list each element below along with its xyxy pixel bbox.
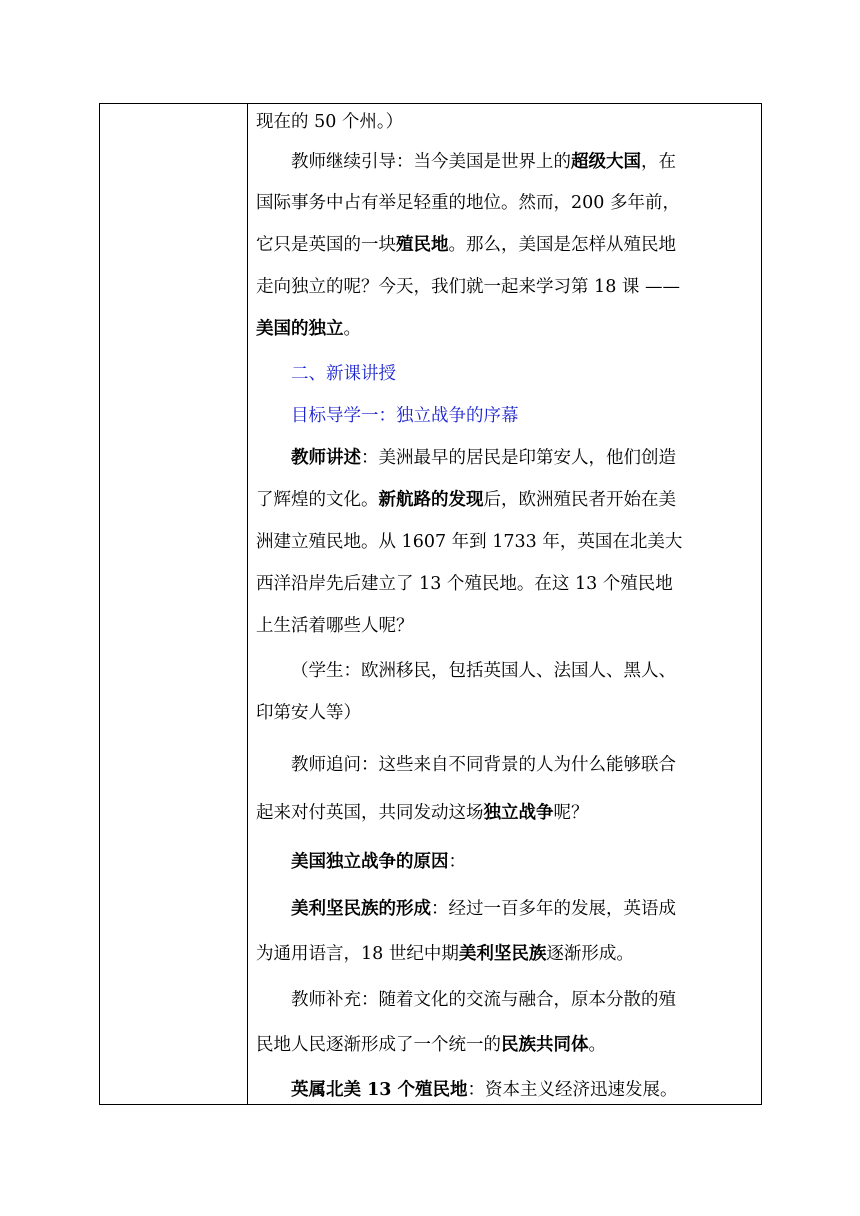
text-segment: 呢？ xyxy=(553,803,589,823)
text-line-19 xyxy=(248,897,761,921)
section-heading-new-lesson xyxy=(248,362,761,386)
lesson-content-cell xyxy=(248,104,761,1104)
text-line-13 xyxy=(248,614,761,638)
text-segment: ：资本主义经济迅速发展。 xyxy=(467,1080,678,1100)
bold-term: 美利坚民族 xyxy=(458,944,547,964)
text-line-20 xyxy=(248,942,761,966)
bold-term: 美国的独立 xyxy=(256,319,344,339)
text-segment: 了辉煌的文化。 xyxy=(256,490,379,510)
bold-term: 英属北美 13 个殖民地 xyxy=(291,1080,468,1100)
text-segment: 它只是英国的一块 xyxy=(256,235,396,255)
text-line-23 xyxy=(248,1078,761,1102)
lesson-table xyxy=(99,103,762,1105)
text-segment: ：经过一百多年的发展，英语成 xyxy=(431,899,676,919)
text-line-6 xyxy=(248,317,761,341)
text-segment: 教师追问：这些来自不同背景的人为什么能够联合 xyxy=(291,755,676,775)
text-segment: 走向独立的呢？今天，我们就一起来学习第 18 课 —— xyxy=(256,277,680,297)
text-segment: 。那么，美国是怎样从殖民地 xyxy=(448,235,676,255)
text-line-12 xyxy=(248,572,761,596)
text-segment: 目标导学一：独立战争的序幕 xyxy=(291,406,519,426)
text-segment: 起来对付英国，共同发动这场 xyxy=(256,803,484,823)
bold-term: 超级大国 xyxy=(571,152,641,172)
text-segment: ，在 xyxy=(641,152,676,172)
bold-term: 新航路的发现 xyxy=(378,490,484,510)
text-line-14 xyxy=(248,659,761,683)
bold-term: 美利坚民族的形成 xyxy=(291,899,431,919)
text-line-21 xyxy=(248,988,761,1012)
text-segment: 二、新课讲授 xyxy=(291,364,396,384)
text-line-18 xyxy=(248,850,761,874)
text-line-9 xyxy=(248,446,761,470)
table-left-column xyxy=(100,104,248,1104)
bold-term: 教师讲述 xyxy=(291,448,361,468)
text-line-1 xyxy=(248,110,761,134)
text-line-3 xyxy=(248,191,761,215)
bold-term: 殖民地 xyxy=(396,235,449,255)
bold-term: 民族共同体 xyxy=(501,1035,589,1055)
text-segment: 教师补充：随着文化的交流与融合，原本分散的殖 xyxy=(291,990,676,1010)
text-segment: 后，欧洲殖民者开始在美 xyxy=(483,490,676,510)
bold-term: 美国独立战争的原因 xyxy=(291,852,449,872)
text-line-15 xyxy=(248,701,761,725)
text-segment: 为通用语言，18 世纪中期 xyxy=(256,944,459,964)
text-line-17 xyxy=(248,801,761,825)
text-segment: 上生活着哪些人呢？ xyxy=(256,616,414,636)
text-segment: 逐渐形成。 xyxy=(546,944,634,964)
section-heading-goal-one xyxy=(248,404,761,428)
text-line-4 xyxy=(248,233,761,257)
text-line-16 xyxy=(248,753,761,777)
text-segment: （学生：欧洲移民，包括英国人、法国人、黑人、 xyxy=(291,661,676,681)
text-segment: 民地人民逐渐形成了一个统一的 xyxy=(256,1035,501,1055)
text-segment: 。 xyxy=(343,319,361,339)
text-segment: 现在的 50 个州。） xyxy=(256,112,404,132)
text-line-11 xyxy=(248,530,761,554)
bold-term: 独立战争 xyxy=(483,803,554,823)
text-segment: 国际事务中占有举足轻重的地位。然而，200 多年前， xyxy=(256,193,680,213)
text-segment: 印第安人等） xyxy=(256,703,361,723)
text-line-2 xyxy=(248,150,761,174)
text-segment: 。 xyxy=(588,1035,606,1055)
text-segment: 西洋沿岸先后建立了 13 个殖民地。在这 13 个殖民地 xyxy=(256,574,673,594)
text-line-10 xyxy=(248,488,761,512)
text-line-5 xyxy=(248,275,761,299)
text-line-22 xyxy=(248,1033,761,1057)
text-segment: ：美洲最早的居民是印第安人，他们创造 xyxy=(361,448,676,468)
text-segment: ： xyxy=(448,852,466,872)
text-segment: 洲建立殖民地。从 1607 年到 1733 年，英国在北美大 xyxy=(256,532,683,552)
text-segment: 教师继续引导：当今美国是世界上的 xyxy=(291,152,571,172)
